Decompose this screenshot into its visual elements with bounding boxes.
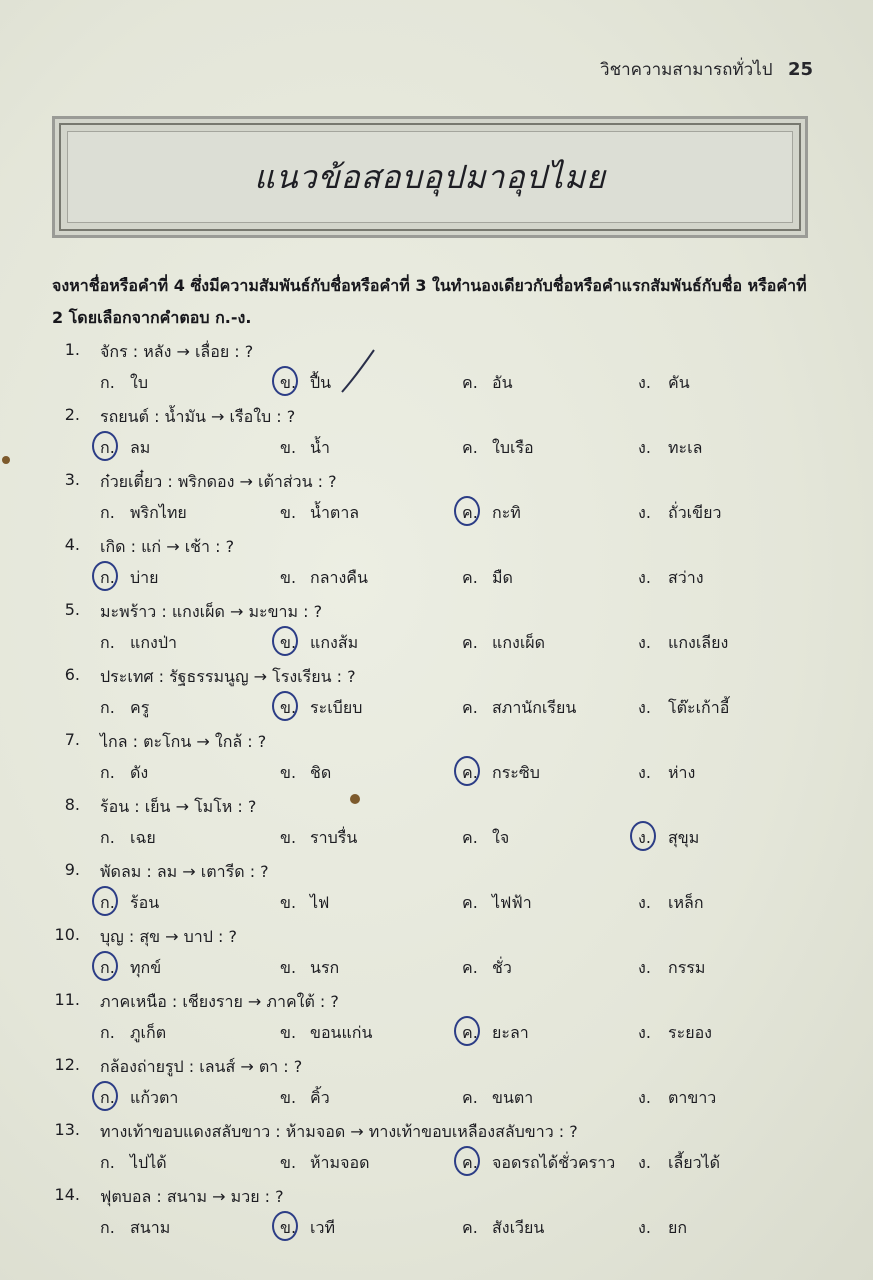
option-letter-text: ค. bbox=[462, 698, 478, 717]
question-text: กล้องถ่ายรูป : เลนส์ → ตา : ? bbox=[100, 1057, 303, 1076]
option-letter-text: ง. bbox=[638, 1153, 651, 1172]
option-letter bbox=[280, 826, 310, 851]
answer-option-c bbox=[462, 1216, 544, 1241]
answer-option-d bbox=[638, 891, 704, 916]
handwritten-circle-mark bbox=[454, 496, 480, 526]
handwritten-circle-mark bbox=[454, 756, 480, 786]
option-text: แกงป่า bbox=[130, 633, 177, 652]
answer-option-c bbox=[462, 1151, 615, 1176]
question-item bbox=[0, 470, 873, 535]
option-letter bbox=[462, 501, 492, 526]
handwritten-circle-mark bbox=[454, 1146, 480, 1176]
option-text: ทุกข์ bbox=[130, 958, 162, 977]
answer-option-a bbox=[100, 1021, 166, 1046]
option-letter bbox=[638, 826, 668, 851]
option-letter bbox=[280, 956, 310, 981]
option-letter bbox=[280, 696, 310, 721]
section-title: แนวข้อสอบอุปมาอุปไมย bbox=[254, 157, 606, 196]
question-item bbox=[0, 730, 873, 795]
option-letter bbox=[280, 371, 310, 396]
answer-option-a bbox=[100, 436, 150, 461]
option-letter bbox=[100, 1086, 130, 1111]
answer-option-d bbox=[638, 1151, 720, 1176]
option-letter-text: ก. bbox=[100, 1088, 115, 1107]
option-letter-text: ก. bbox=[100, 503, 115, 522]
option-letter bbox=[638, 1086, 668, 1111]
handwritten-circle-mark bbox=[454, 1016, 480, 1046]
option-text: ปื้น bbox=[310, 373, 332, 392]
answer-option-b bbox=[280, 1151, 369, 1176]
option-letter bbox=[638, 1151, 668, 1176]
option-letter bbox=[100, 1216, 130, 1241]
handwritten-circle-mark bbox=[92, 951, 118, 981]
question-list bbox=[0, 340, 873, 1250]
option-text: ไฟฟ้า bbox=[492, 893, 532, 912]
option-letter-text: ง. bbox=[638, 1218, 651, 1237]
option-letter-text: ก. bbox=[100, 373, 115, 392]
question-number: 11. bbox=[54, 990, 80, 1009]
question-item bbox=[0, 860, 873, 925]
option-letter bbox=[280, 1021, 310, 1046]
answer-option-c bbox=[462, 891, 532, 916]
question-item bbox=[0, 1055, 873, 1120]
option-letter bbox=[280, 891, 310, 916]
answer-option-a bbox=[100, 1151, 167, 1176]
handwritten-circle-mark bbox=[92, 1081, 118, 1111]
option-text: สังเวียน bbox=[492, 1218, 545, 1237]
option-text: เวที bbox=[310, 1218, 335, 1237]
question-number: 4. bbox=[64, 535, 80, 554]
answer-option-a bbox=[100, 501, 187, 526]
answer-option-d bbox=[638, 1216, 687, 1241]
handwritten-circle-mark bbox=[92, 561, 118, 591]
answer-option-c bbox=[462, 1021, 529, 1046]
option-text: สุขุม bbox=[668, 828, 700, 847]
option-letter-text: ข. bbox=[280, 698, 297, 717]
question-number: 3. bbox=[64, 470, 80, 489]
option-letter-text: ง. bbox=[638, 568, 651, 587]
option-letter-text: ค. bbox=[462, 373, 478, 392]
option-text: ภูเก็ต bbox=[130, 1023, 167, 1042]
option-letter bbox=[638, 371, 668, 396]
answer-option-d bbox=[638, 1021, 712, 1046]
option-letter-text: ง. bbox=[638, 893, 651, 912]
answer-option-d bbox=[638, 761, 695, 786]
option-text: ถั่วเขียว bbox=[668, 503, 722, 522]
question-number: 5. bbox=[64, 600, 80, 619]
option-letter bbox=[280, 1216, 310, 1241]
handwritten-circle-mark bbox=[272, 691, 298, 721]
option-letter bbox=[462, 956, 492, 981]
answer-option-c bbox=[462, 826, 509, 851]
option-letter bbox=[100, 891, 130, 916]
option-text: ยก bbox=[668, 1218, 688, 1237]
handwritten-circle-mark bbox=[272, 1211, 298, 1241]
option-letter-text: ง. bbox=[638, 503, 651, 522]
question-number: 1. bbox=[64, 340, 80, 359]
option-text: แกงส้ม bbox=[310, 633, 359, 652]
option-letter bbox=[100, 371, 130, 396]
option-letter bbox=[100, 631, 130, 656]
answer-option-b bbox=[280, 1086, 330, 1111]
answer-option-c bbox=[462, 761, 540, 786]
option-letter-text: ง. bbox=[638, 698, 651, 717]
option-letter bbox=[280, 566, 310, 591]
option-letter-text: ง. bbox=[638, 438, 651, 457]
option-letter bbox=[462, 631, 492, 656]
option-letter-text: ค. bbox=[462, 1153, 478, 1172]
banner-panel bbox=[67, 131, 793, 223]
option-letter bbox=[462, 436, 492, 461]
option-text: สว่าง bbox=[668, 568, 704, 587]
answer-option-d bbox=[638, 371, 690, 396]
option-letter bbox=[462, 891, 492, 916]
answer-option-d bbox=[638, 1086, 716, 1111]
answer-option-a bbox=[100, 891, 159, 916]
option-text: พริกไทย bbox=[130, 503, 187, 522]
option-letter bbox=[100, 501, 130, 526]
question-text: ไกล : ตะโกน → ใกล้ : ? bbox=[100, 732, 267, 751]
answer-option-a bbox=[100, 371, 148, 396]
option-letter bbox=[462, 1151, 492, 1176]
option-text: แกงเผ็ด bbox=[492, 633, 546, 652]
answer-option-b bbox=[280, 501, 359, 526]
option-letter bbox=[638, 631, 668, 656]
option-text: ใบเรือ bbox=[492, 438, 534, 457]
option-text: ขอนแก่น bbox=[310, 1023, 373, 1042]
question-number: 2. bbox=[64, 405, 80, 424]
question-item bbox=[0, 600, 873, 665]
question-text: ทางเท้าขอบแดงสลับขาว : ห้ามจอด → ทางเท้าขอบเหลืองสลับขาว : ? bbox=[100, 1122, 578, 1141]
answer-option-d bbox=[638, 956, 705, 981]
option-text: ไปได้ bbox=[130, 1153, 167, 1172]
option-letter-text: ข. bbox=[280, 1153, 297, 1172]
question-text: ประเทศ : รัฐธรรมนูญ → โรงเรียน : ? bbox=[100, 667, 356, 686]
option-letter bbox=[462, 566, 492, 591]
option-letter bbox=[638, 566, 668, 591]
option-letter-text: ง. bbox=[638, 763, 651, 782]
option-letter-text: ก. bbox=[100, 763, 115, 782]
option-letter bbox=[638, 891, 668, 916]
option-letter bbox=[638, 761, 668, 786]
question-text: เกิด : แก่ → เช้า : ? bbox=[100, 537, 235, 556]
question-number: 6. bbox=[64, 665, 80, 684]
answer-option-b bbox=[280, 436, 330, 461]
option-text: แกงเลียง bbox=[668, 633, 729, 652]
question-item bbox=[0, 405, 873, 470]
answer-option-a bbox=[100, 696, 149, 721]
answer-option-b bbox=[280, 891, 329, 916]
option-text: ห่าง bbox=[668, 763, 696, 782]
option-letter-text: ข. bbox=[280, 1088, 297, 1107]
option-text: ชิด bbox=[310, 763, 332, 782]
option-text: นรก bbox=[310, 958, 340, 977]
answer-option-b bbox=[280, 1216, 335, 1241]
option-text: บ่าย bbox=[130, 568, 159, 587]
option-letter bbox=[100, 1151, 130, 1176]
answer-option-d bbox=[638, 631, 728, 656]
option-letter bbox=[100, 566, 130, 591]
option-letter bbox=[280, 501, 310, 526]
option-letter bbox=[100, 761, 130, 786]
option-letter-text: ข. bbox=[280, 373, 297, 392]
option-letter-text: ก. bbox=[100, 1023, 115, 1042]
question-item bbox=[0, 925, 873, 990]
question-text: ร้อน : เย็น → โมโห : ? bbox=[100, 797, 257, 816]
option-letter-text: ง. bbox=[638, 828, 651, 847]
question-number: 8. bbox=[64, 795, 80, 814]
option-letter-text: ค. bbox=[462, 893, 478, 912]
answer-option-b bbox=[280, 761, 331, 786]
question-number: 12. bbox=[54, 1055, 80, 1074]
option-text: อัน bbox=[492, 373, 513, 392]
option-letter bbox=[638, 1216, 668, 1241]
answer-option-c bbox=[462, 956, 512, 981]
answer-option-b bbox=[280, 631, 358, 656]
answer-option-b bbox=[280, 566, 368, 591]
option-letter bbox=[462, 1216, 492, 1241]
answer-option-c bbox=[462, 371, 513, 396]
answer-option-c bbox=[462, 566, 513, 591]
option-text: ใบ bbox=[130, 373, 148, 392]
option-letter-text: ค. bbox=[462, 763, 478, 782]
option-letter-text: ง. bbox=[638, 958, 651, 977]
question-text: มะพร้าว : แกงเผ็ด → มะขาม : ? bbox=[100, 602, 323, 621]
option-letter-text: ค. bbox=[462, 1088, 478, 1107]
option-letter-text: ข. bbox=[280, 893, 297, 912]
option-letter-text: ก. bbox=[100, 698, 115, 717]
question-text: พัดลม : ลม → เตารีด : ? bbox=[100, 862, 269, 881]
answer-option-a bbox=[100, 1216, 170, 1241]
question-item bbox=[0, 535, 873, 600]
option-letter bbox=[280, 1086, 310, 1111]
option-letter-text: ค. bbox=[462, 1218, 478, 1237]
answer-option-b bbox=[280, 826, 357, 851]
option-letter-text: ค. bbox=[462, 438, 478, 457]
option-text: ไฟ bbox=[310, 893, 330, 912]
option-letter bbox=[280, 631, 310, 656]
option-text: กะทิ bbox=[492, 503, 521, 522]
option-letter bbox=[638, 436, 668, 461]
answer-option-b bbox=[280, 956, 339, 981]
running-head bbox=[600, 56, 813, 83]
option-text: กลางคืน bbox=[310, 568, 368, 587]
answer-option-b bbox=[280, 1021, 372, 1046]
option-letter bbox=[462, 696, 492, 721]
question-item bbox=[0, 795, 873, 860]
option-text: ขนตา bbox=[492, 1088, 534, 1107]
option-letter-text: ง. bbox=[638, 1023, 651, 1042]
option-letter-text: ข. bbox=[280, 438, 297, 457]
option-letter bbox=[100, 1021, 130, 1046]
question-number: 9. bbox=[64, 860, 80, 879]
option-text: ระเบียบ bbox=[310, 698, 363, 717]
question-item bbox=[0, 665, 873, 730]
option-text: ใจ bbox=[492, 828, 510, 847]
option-letter bbox=[100, 826, 130, 851]
option-letter-text: ค. bbox=[462, 568, 478, 587]
option-letter-text: ก. bbox=[100, 438, 115, 457]
option-text: กรรม bbox=[668, 958, 706, 977]
answer-option-a bbox=[100, 956, 161, 981]
option-text: ตาขาว bbox=[668, 1088, 717, 1107]
option-text: โต๊ะเก้าอี้ bbox=[668, 698, 730, 717]
answer-option-d bbox=[638, 501, 721, 526]
option-letter-text: ข. bbox=[280, 958, 297, 977]
answer-option-d bbox=[638, 566, 704, 591]
question-text: บุญ : สุข → บาป : ? bbox=[100, 927, 237, 946]
option-text: เหล็ก bbox=[668, 893, 704, 912]
question-text: ภาคเหนือ : เชียงราย → ภาคใต้ : ? bbox=[100, 992, 339, 1011]
option-letter bbox=[462, 371, 492, 396]
handwritten-circle-mark bbox=[272, 626, 298, 656]
option-text: คิ้ว bbox=[310, 1088, 330, 1107]
answer-option-a bbox=[100, 566, 159, 591]
option-letter-text: ง. bbox=[638, 633, 651, 652]
option-letter-text: ข. bbox=[280, 568, 297, 587]
option-letter-text: ง. bbox=[638, 373, 651, 392]
option-letter bbox=[638, 956, 668, 981]
question-number: 10. bbox=[54, 925, 80, 944]
question-item bbox=[0, 1185, 873, 1250]
option-letter bbox=[638, 1021, 668, 1046]
option-text: น้ำ bbox=[310, 438, 330, 457]
answer-option-a bbox=[100, 761, 148, 786]
question-text: จักร : หลัง → เลื่อย : ? bbox=[100, 342, 254, 361]
option-text: มืด bbox=[492, 568, 513, 587]
option-letter-text: ข. bbox=[280, 828, 297, 847]
option-letter-text: ค. bbox=[462, 503, 478, 522]
answer-option-d bbox=[638, 436, 702, 461]
answer-option-b bbox=[280, 371, 331, 396]
option-text: ยะลา bbox=[492, 1023, 529, 1042]
running-head-title: วิชาความสามารถทั่วไป bbox=[600, 60, 773, 80]
option-letter bbox=[638, 501, 668, 526]
answer-option-b bbox=[280, 696, 362, 721]
option-letter bbox=[280, 1151, 310, 1176]
option-letter bbox=[638, 696, 668, 721]
answer-option-c bbox=[462, 1086, 533, 1111]
option-letter-text: ข. bbox=[280, 763, 297, 782]
option-letter-text: ก. bbox=[100, 958, 115, 977]
option-letter-text: ค. bbox=[462, 633, 478, 652]
option-letter-text: ก. bbox=[100, 1218, 115, 1237]
handwritten-circle-mark bbox=[630, 821, 656, 851]
option-text: ดัง bbox=[130, 763, 149, 782]
answer-option-d bbox=[638, 826, 699, 851]
option-text: ลม bbox=[130, 438, 151, 457]
option-letter-text: ก. bbox=[100, 828, 115, 847]
option-text: จอดรถได้ชั่วคราว bbox=[492, 1153, 616, 1172]
option-letter-text: ข. bbox=[280, 1218, 297, 1237]
question-number: 13. bbox=[54, 1120, 80, 1139]
option-text: สภานักเรียน bbox=[492, 698, 577, 717]
question-item bbox=[0, 340, 873, 405]
option-letter-text: ข. bbox=[280, 633, 297, 652]
option-text: ห้ามจอด bbox=[310, 1153, 370, 1172]
answer-option-c bbox=[462, 696, 576, 721]
option-letter bbox=[280, 761, 310, 786]
answer-option-a bbox=[100, 826, 156, 851]
question-item bbox=[0, 990, 873, 1055]
question-item bbox=[0, 1120, 873, 1185]
answer-option-c bbox=[462, 436, 534, 461]
option-text: สนาม bbox=[130, 1218, 171, 1237]
option-letter bbox=[100, 696, 130, 721]
option-text: ทะเล bbox=[668, 438, 703, 457]
option-letter bbox=[100, 436, 130, 461]
question-number: 7. bbox=[64, 730, 80, 749]
answer-option-d bbox=[638, 696, 729, 721]
option-letter bbox=[462, 761, 492, 786]
option-letter bbox=[462, 826, 492, 851]
answer-option-c bbox=[462, 631, 545, 656]
option-text: เลี้ยวได้ bbox=[668, 1153, 721, 1172]
option-letter-text: ง. bbox=[638, 1088, 651, 1107]
page-number: 25 bbox=[787, 59, 813, 80]
option-letter-text: ค. bbox=[462, 828, 478, 847]
option-letter-text: ข. bbox=[280, 1023, 297, 1042]
option-letter-text: ก. bbox=[100, 893, 115, 912]
option-letter-text: ข. bbox=[280, 503, 297, 522]
question-text: รถยนต์ : น้ำมัน → เรือใบ : ? bbox=[100, 407, 296, 426]
handwritten-circle-mark bbox=[272, 366, 298, 396]
question-number: 14. bbox=[54, 1185, 80, 1204]
handwritten-circle-mark bbox=[92, 431, 118, 461]
option-letter-text: ก. bbox=[100, 633, 115, 652]
option-text: กระซิบ bbox=[492, 763, 540, 782]
option-letter bbox=[462, 1086, 492, 1111]
option-letter bbox=[462, 1021, 492, 1046]
option-letter bbox=[280, 436, 310, 461]
option-text: ชั่ว bbox=[492, 958, 512, 977]
option-text: ราบรื่น bbox=[310, 828, 358, 847]
question-text: ฟุตบอล : สนาม → มวย : ? bbox=[100, 1187, 284, 1206]
option-text: แก้วตา bbox=[130, 1088, 179, 1107]
answer-option-a bbox=[100, 631, 177, 656]
section-banner bbox=[52, 116, 808, 238]
answer-option-a bbox=[100, 1086, 178, 1111]
option-text: คัน bbox=[668, 373, 690, 392]
option-text: เฉย bbox=[130, 828, 156, 847]
option-letter-text: ค. bbox=[462, 1023, 478, 1042]
option-text: ระยอง bbox=[668, 1023, 712, 1042]
option-letter-text: ก. bbox=[100, 568, 115, 587]
option-text: ครู bbox=[130, 698, 150, 717]
option-text: น้ำตาล bbox=[310, 503, 360, 522]
option-letter-text: ก. bbox=[100, 1153, 115, 1172]
option-letter-text: ค. bbox=[462, 958, 478, 977]
option-text: ร้อน bbox=[130, 893, 160, 912]
question-text: ก๋วยเตี๋ยว : พริกดอง → เต้าส่วน : ? bbox=[100, 472, 337, 491]
answer-option-c bbox=[462, 501, 521, 526]
instructions: จงหาชื่อหรือคำที่ 4 ซึ่งมีความสัมพันธ์กับชื่อหรือคำที่ 3 ในทำนองเดียวกับชื่อหรือคำแรกสัมพันธ์กับชื่อ หรือคำที่ 2 โดยเลือกจากคำตอบ ก.-ง. bbox=[52, 276, 807, 327]
option-letter bbox=[100, 956, 130, 981]
handwritten-circle-mark bbox=[92, 886, 118, 916]
